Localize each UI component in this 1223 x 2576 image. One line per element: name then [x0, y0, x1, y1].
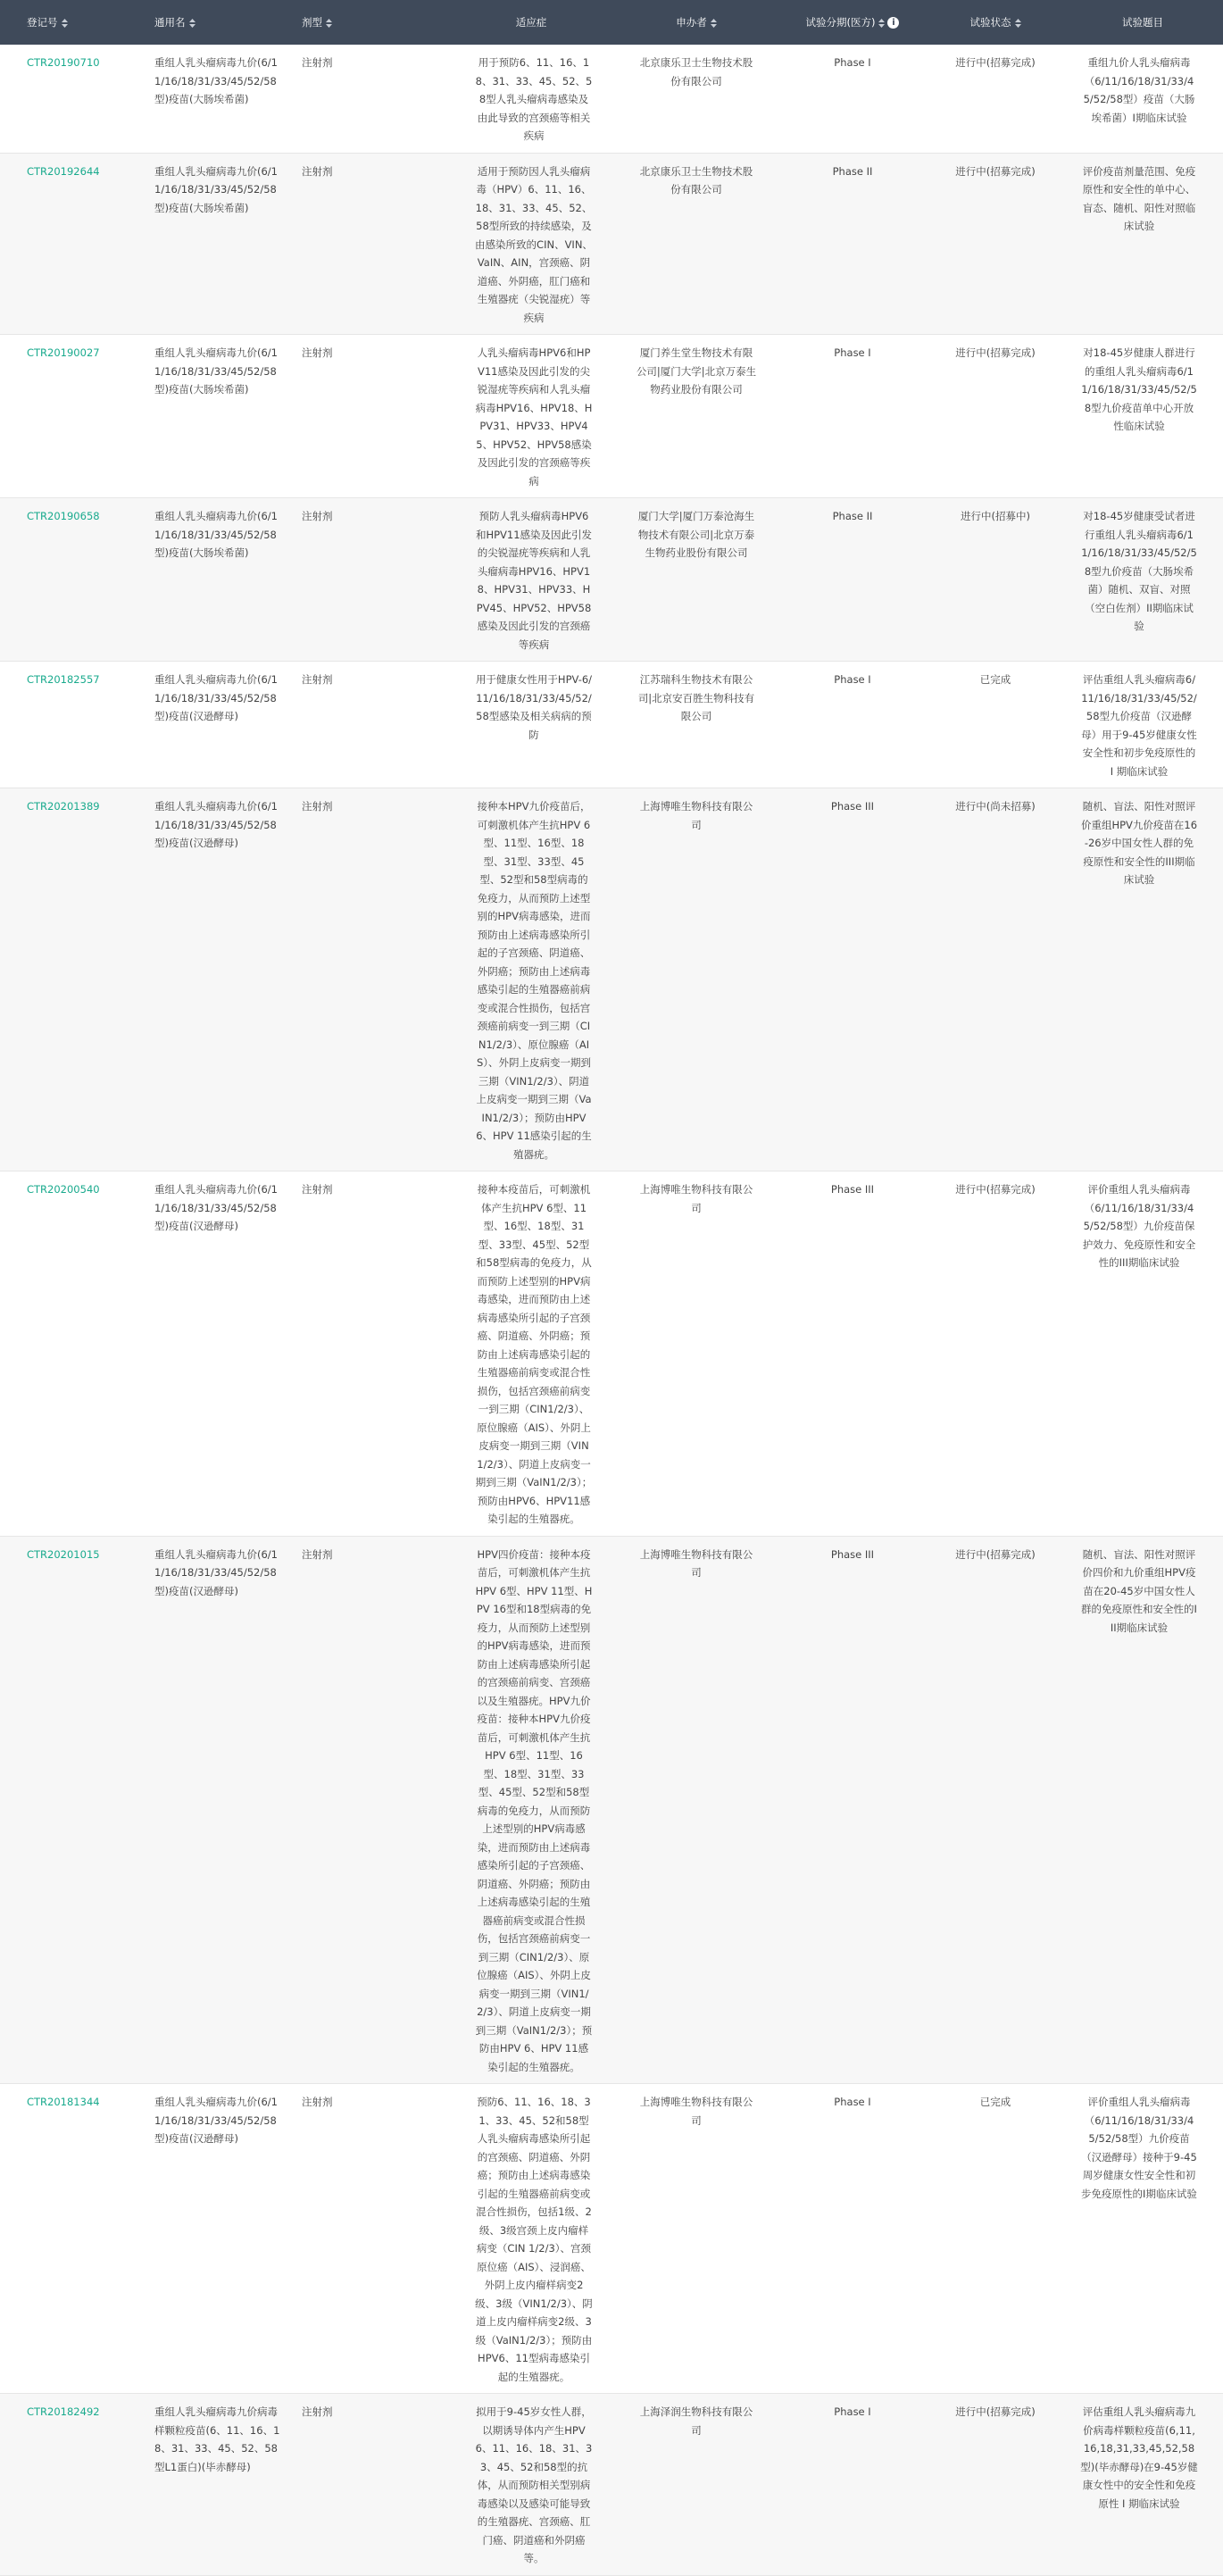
indication-cell: 预防6、11、16、18、31、33、45、52和58型人乳头瘤病毒感染所引起的宫颈癌、阴道癌、外阴癌；预防由上述病毒感染引起的生殖器癌前病变或混合性损伤，包括1级、2级、3级宫颈上皮内瘤样病变（CIN 1/2/3）、宫颈原位癌（AIS）、浸润癌、外阴上皮内瘤样病变2级、3级（VIN1/2/3）、阴道上皮内瘤样病变2级、3级（VaIN1/2/3）；预防由HPV6、11型病毒感染引起的生殖器疣。	[475, 2096, 593, 2383]
indication-cell: 预防人乳头瘤病毒HPV6和HPV11感染及因此引发的尖锐湿疣等疾病和人乳头瘤病毒HPV16、HPV18、HPV31、HPV33、HPV45、HPV52、HPV58感染及因此引发的宫颈癌等疾病	[475, 510, 593, 651]
sponsor-cell: 厦门养生堂生物技术有限公司|厦门大学|北京万泰生物药业股份有限公司	[636, 346, 757, 396]
registration-number-link[interactable]: CTR20182557	[27, 673, 100, 686]
phase-cell: Phase II	[832, 164, 873, 178]
generic-name-cell: 重组人乳头瘤病毒九价(6/11/16/18/31/33/45/52/58型)疫苗(汉逊酵母)	[154, 1183, 278, 1232]
table-row[interactable]	[0, 153, 1223, 335]
title-cell: 评价重组人乳头瘤病毒（6/11/16/18/31/33/45/52/58型）九价疫苗保护效力、免疫原性和安全性的III期临床试验	[1082, 1183, 1196, 1269]
dosage-form-cell: 注射剂	[302, 673, 333, 686]
status-cell: 进行中(招募完成)	[955, 164, 1036, 178]
column-header-status[interactable]: 试验状态	[928, 0, 1062, 45]
table-row[interactable]	[0, 45, 1223, 153]
table-header	[0, 0, 1223, 45]
indication-cell: HPV四价疫苗：接种本疫苗后，可刺激机体产生抗HPV 6型、HPV 11型、HPV 16型和18型病毒的免疫力，从而预防上述型别的HPV病毒感染，进而预防由上述病毒感染所引起的宫颈癌前病变、宫颈癌以及生殖器疣。HPV九价疫苗：接种本HPV九价疫苗后，可刺激机体产生抗HPV 6型、11型、16型、18型、31型、33型、45型、52型和58型病毒的免疫力，从而预防上述型别的HPV病毒感染，进而预防由上述病毒感染所引起的子宫颈癌、阴道癌、外阴癌；预防由上述病毒感染引起的生殖器癌前病变或混合性损伤，包括宫颈癌前病变一到三期（CIN1/2/3）、原位腺癌（AIS）、外阴上皮病变一期到三期（VIN1/2/3）、阴道上皮病变一期到三期（VaIN1/2/3）；预防由HPV 6、HPV 11感染引起的生殖器疣。	[475, 1547, 593, 2073]
phase-cell: Phase I	[834, 2096, 871, 2108]
sponsor-cell: 上海博唯生物科技有限公司	[639, 1183, 753, 1214]
sponsor-cell: 北京康乐卫士生物技术股份有限公司	[639, 56, 753, 88]
registration-number-cell	[0, 1171, 147, 1537]
status-cell: 已完成	[979, 2096, 1011, 2108]
generic-name-cell: 重组人乳头瘤病毒九价(6/11/16/18/31/33/45/52/58型)疫苗(汉逊酵母)	[154, 673, 278, 722]
indication-cell: 用于预防6、11、16、18、31、33、45、52、58型人乳头瘤病毒感染及由此导致的宫颈癌等相关疾病	[475, 56, 593, 142]
table-row[interactable]	[0, 1171, 1223, 1537]
table-row[interactable]	[0, 2394, 1223, 2576]
phase-cell: Phase I	[834, 56, 871, 69]
phase-cell: Phase III	[830, 1183, 875, 1196]
sponsor-cell: 北京康乐卫士生物技术股份有限公司	[639, 164, 753, 196]
registration-number-cell	[0, 788, 147, 1171]
generic-name-cell: 重组人乳头瘤病毒九价病毒样颗粒疫苗(6、11、16、18、31、33、45、52、58型L1蛋白)(毕赤酵母)	[154, 2405, 280, 2473]
table-row[interactable]	[0, 1536, 1223, 2084]
info-icon[interactable]: i	[887, 17, 899, 29]
registration-number-cell	[0, 335, 147, 498]
table-row[interactable]	[0, 662, 1223, 788]
registration-number-link[interactable]: CTR20192644	[27, 164, 100, 178]
phase-cell: Phase I	[834, 346, 871, 359]
sort-arrows-icon[interactable]	[711, 19, 717, 28]
column-header-dosage-form[interactable]: 剂型	[295, 0, 446, 45]
sponsor-cell: 上海博唯生物科技有限公司	[639, 2096, 753, 2127]
column-header-phase[interactable]: 试验分期(医方) i	[777, 0, 928, 45]
column-header-reg-no[interactable]: 登记号	[0, 0, 147, 45]
status-cell: 进行中(尚未招募)	[955, 800, 1036, 813]
dosage-form-cell: 注射剂	[302, 56, 333, 69]
sponsor-cell: 上海泽润生物科技有限公司	[639, 2405, 753, 2437]
generic-name-cell: 重组人乳头瘤病毒九价(6/11/16/18/31/33/45/52/58型)疫苗(大肠埃希菌)	[154, 164, 278, 214]
table-row[interactable]	[0, 498, 1223, 662]
registration-number-cell	[0, 498, 147, 662]
dosage-form-cell: 注射剂	[302, 164, 333, 178]
indication-cell: 用于健康女性用于HPV-6/11/16/18/31/33/45/52/58型感染及相关病病的预防	[475, 673, 593, 741]
registration-number-cell	[0, 2394, 147, 2576]
sponsor-cell: 上海博唯生物科技有限公司	[639, 1547, 753, 1579]
indication-cell: 接种本HPV九价疫苗后，可刺激机体产生抗HPV 6型、11型、16型、18型、31型、33型、45型、52型和58型病毒的免疫力，从而预防上述型别的HPV病毒感染，进而预防由上述病毒感染所引起的子宫颈癌、阴道癌、外阴癌；预防由上述病毒感染引起的生殖器癌前病变或混合性损伤，包括宫颈癌前病变一到三期（CIN1/2/3）、原位腺癌（AIS）、外阴上皮病变一期到三期（VIN1/2/3）、阴道上皮病变一期到三期（VaIN1/2/3）；预防由HPV 6、HPV 11感染引起的生殖器疣。	[476, 800, 592, 1161]
generic-name-cell: 重组人乳头瘤病毒九价(6/11/16/18/31/33/45/52/58型)疫苗(大肠埃希菌)	[154, 510, 278, 559]
table-row[interactable]	[0, 788, 1223, 1171]
sponsor-cell: 江苏瑞科生物技术有限公司|北京安百胜生物科技有限公司	[637, 673, 755, 722]
generic-name-cell: 重组人乳头瘤病毒九价(6/11/16/18/31/33/45/52/58型)疫苗(汉逊酵母)	[154, 800, 278, 849]
title-cell: 随机、盲法、阳性对照评价四价和九价重组HPV疫苗在20-45岁中国女性人群的免疫原性和安全性的III期临床试验	[1081, 1547, 1197, 1634]
indication-cell: 接种本疫苗后，可刺激机体产生抗HPV 6型、11型、16型、18型、31型、33型、45型、52型和58型病毒的免疫力，从而预防上述型别的HPV病毒感染，进而预防由上述病毒感染所引起的子宫颈癌、阴道癌、外阴癌；预防由上述病毒感染引起的生殖器癌前病变或混合性损伤，包括宫颈癌前病变一到三期（CIN1/2/3）、原位腺癌（AIS）、外阴上皮病变一期到三期（VIN1/2/3）、阴道上皮病变一期到三期（VaIN1/2/3）；预防由HPV6、HPV11感染引起的生殖器疣。	[475, 1183, 593, 1525]
sort-arrows-icon[interactable]	[878, 19, 885, 28]
phase-cell: Phase II	[832, 510, 873, 522]
status-cell: 已完成	[979, 673, 1011, 686]
sort-arrows-icon[interactable]	[1015, 19, 1021, 28]
registration-number-link[interactable]: CTR20201389	[27, 800, 100, 813]
title-cell: 对18-45岁健康人群进行的重组人乳头瘤病毒6/11/16/18/31/33/45/52/58型九价疫苗单中心开放性临床试验	[1081, 346, 1197, 432]
generic-name-cell: 重组人乳头瘤病毒九价(6/11/16/18/31/33/45/52/58型)疫苗(汉逊酵母)	[154, 2096, 278, 2145]
title-cell: 评价重组人乳头瘤病毒（6/11/16/18/31/33/45/52/58型）九价疫苗（汉逊酵母）接种于9-45周岁健康女性安全性和初步免疫原性的I期临床试验	[1081, 2096, 1197, 2200]
generic-name-cell: 重组人乳头瘤病毒九价(6/11/16/18/31/33/45/52/58型)疫苗(大肠埃希菌)	[154, 346, 278, 396]
sponsor-cell: 上海博唯生物科技有限公司	[639, 800, 753, 831]
table-row[interactable]	[0, 335, 1223, 498]
registration-number-link[interactable]: CTR20190027	[27, 346, 100, 359]
status-cell: 进行中(招募完成)	[955, 1183, 1036, 1196]
registration-number-link[interactable]: CTR20201015	[27, 1547, 100, 1561]
dosage-form-cell: 注射剂	[302, 800, 333, 813]
registration-number-link[interactable]: CTR20190658	[27, 510, 100, 522]
status-cell: 进行中(招募完成)	[955, 346, 1036, 359]
status-cell: 进行中(招募中)	[961, 510, 1030, 522]
indication-cell: 拟用于9-45岁女性人群，以期诱导体内产生HPV6、11、16、18、31、33、45、52和58型的抗体，从而预防相关型别病毒感染以及感染可能导致的生殖器疣、宫颈癌、肛门癌、阴道癌和外阴癌等。	[475, 2405, 593, 2564]
status-cell: 进行中(招募完成)	[955, 56, 1036, 69]
registration-number-cell	[0, 153, 147, 335]
sort-arrows-icon[interactable]	[189, 19, 196, 28]
title-cell: 评估重组人乳头瘤病毒6/11/16/18/31/33/45/52/58型九价疫苗（汉逊酵母）用于9-45岁健康女性安全性和初步免疫原性的 I 期临床试验	[1081, 673, 1197, 778]
sort-arrows-icon[interactable]	[326, 19, 332, 28]
registration-number-cell	[0, 45, 147, 153]
phase-cell: Phase III	[830, 1547, 875, 1561]
column-header-indication: 适应症	[515, 16, 547, 29]
indication-cell: 人乳头瘤病毒HPV6和HPV11感染及因此引发的尖锐湿疣等疾病和人乳头瘤病毒HPV16、HPV18、HPV31、HPV33、HPV45、HPV52、HPV58感染及因此引发的宫颈癌等疾病	[475, 346, 593, 488]
title-cell: 随机、盲法、阳性对照评价重组HPV九价疫苗在16-26岁中国女性人群的免疫原性和安全性的III期临床试验	[1080, 800, 1198, 886]
registration-number-link[interactable]: CTR20182492	[27, 2405, 100, 2418]
status-cell: 进行中(招募完成)	[955, 1547, 1036, 1561]
status-cell: 进行中(招募完成)	[955, 2405, 1036, 2418]
column-header-title: 试验题目	[1122, 16, 1163, 29]
generic-name-cell: 重组人乳头瘤病毒九价(6/11/16/18/31/33/45/52/58型)疫苗(汉逊酵母)	[154, 1547, 278, 1597]
dosage-form-cell: 注射剂	[302, 510, 333, 522]
dosage-form-cell: 注射剂	[302, 346, 333, 359]
title-cell: 重组九价人乳头瘤病毒（6/11/16/18/31/33/45/52/58型）疫苗（大肠埃希菌）I期临床试验	[1083, 56, 1195, 124]
dosage-form-cell: 注射剂	[302, 1547, 333, 1561]
sponsor-cell: 厦门大学|厦门万泰沧海生物技术有限公司|北京万泰生物药业股份有限公司	[637, 510, 755, 559]
dosage-form-cell: 注射剂	[302, 2096, 333, 2108]
column-header-generic-name[interactable]: 通用名	[147, 0, 295, 45]
phase-cell: Phase I	[834, 2405, 871, 2418]
title-cell: 评价疫苗剂量范围、免疫原性和安全性的单中心、盲态、随机、阳性对照临床试验	[1082, 164, 1196, 232]
indication-cell: 适用于预防因人乳头瘤病毒（HPV）6、11、16、18、31、33、45、52、58型所致的持续感染，及由感染所致的CIN、VIN、VaIN、AIN，宫颈癌、阴道癌、外阴癌，肛门癌和生殖器疣（尖锐湿疣）等疾病	[475, 164, 593, 324]
registration-number-cell	[0, 662, 147, 788]
table-body	[0, 45, 1223, 2575]
column-header-sponsor[interactable]: 申办者	[616, 0, 777, 45]
registration-number-cell	[0, 1536, 147, 2084]
registration-number-link[interactable]: CTR20190710	[27, 56, 100, 69]
generic-name-cell: 重组人乳头瘤病毒九价(6/11/16/18/31/33/45/52/58型)疫苗(大肠埃希菌)	[154, 56, 278, 105]
title-cell: 对18-45岁健康受试者进行重组人乳头瘤病毒6/11/16/18/31/33/45/52/58型九价疫苗（大肠埃希菌）随机、双盲、对照（空白佐剂）II期临床试验	[1081, 510, 1197, 632]
dosage-form-cell: 注射剂	[302, 1183, 333, 1196]
dosage-form-cell: 注射剂	[302, 2405, 333, 2418]
phase-cell: Phase I	[834, 673, 871, 686]
registration-number-link[interactable]: CTR20181344	[27, 2096, 100, 2108]
registration-number-link[interactable]: CTR20200540	[27, 1183, 100, 1196]
phase-cell: Phase III	[830, 800, 875, 813]
title-cell: 评估重组人乳头瘤病毒九价病毒样颗粒疫苗(6,11,16,18,31,33,45,52,58型)(毕赤酵母)在9-45岁健康女性中的安全性和免疫原性 I 期临床试验	[1080, 2405, 1198, 2510]
registration-number-cell	[0, 2084, 147, 2394]
table-row[interactable]	[0, 2084, 1223, 2394]
sort-arrows-icon[interactable]	[62, 19, 68, 28]
